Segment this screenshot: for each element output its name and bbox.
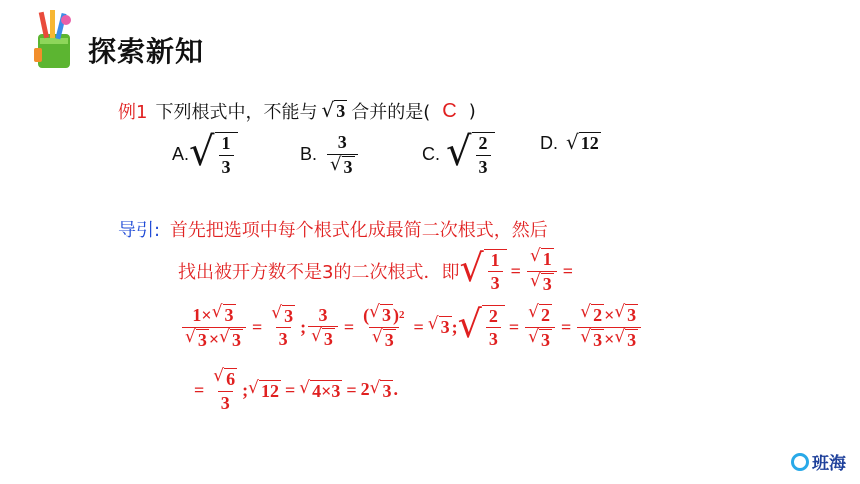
option-b: B. 3 √ 3	[300, 132, 360, 177]
derivation-line-1: 1× √ 3 √ 3 × √ 3 = √ 3 3 ; 3 √ 3 = ( √ 3 ) 2 √ 3 = √ 3 ; √ $\frac{2}{3}$ = √ 2 √ 3 = √ 2 × √ 3 √ 3 × √ 3	[180, 304, 643, 350]
example-label: 例1	[118, 102, 148, 123]
page-title: 探索新知	[88, 35, 205, 68]
guide-text-1: 首先把选项中每个根式化成最简二次根式，然后	[169, 220, 548, 241]
option-b-fraction: 3 √ 3	[327, 132, 357, 177]
sqrt3-radical: √ 3	[321, 98, 346, 122]
option-c-radical: √ $\frac{2}{3}$	[446, 132, 495, 177]
answer-letter: C	[442, 99, 457, 122]
option-d: D. √ 12	[540, 130, 599, 154]
example-question	[118, 98, 476, 124]
option-a-radical: √ $\frac{1}{3}$	[189, 132, 238, 177]
guide-line-1	[118, 216, 548, 242]
logo-ring-icon	[791, 453, 809, 471]
option-d-radical: √ 12	[566, 130, 599, 154]
derivation-line-2: = √ 6 3 ; √ 12 = √ 4×3 = 2 √ 3 .	[194, 366, 398, 413]
guide-inline-formula: √ $\frac{1}{3}$ = √ 1 √ 3 =	[459, 245, 574, 294]
guide-label: 导引:	[118, 220, 161, 241]
brand-logo: 班海	[791, 449, 846, 474]
option-c: C. √ $\frac{2}{3}$	[422, 132, 495, 177]
guide-line-2	[178, 245, 577, 294]
pencil-cup-icon	[28, 8, 80, 72]
close-paren: )	[468, 100, 476, 122]
guide-text-2: 找出被开方数不是3的二次根式．即	[178, 262, 460, 284]
option-a: A. √ $\frac{1}{3}$	[172, 132, 238, 177]
question-tail: 合并的是(	[351, 102, 431, 123]
question-text: 下列根式中，不能与	[155, 102, 318, 123]
